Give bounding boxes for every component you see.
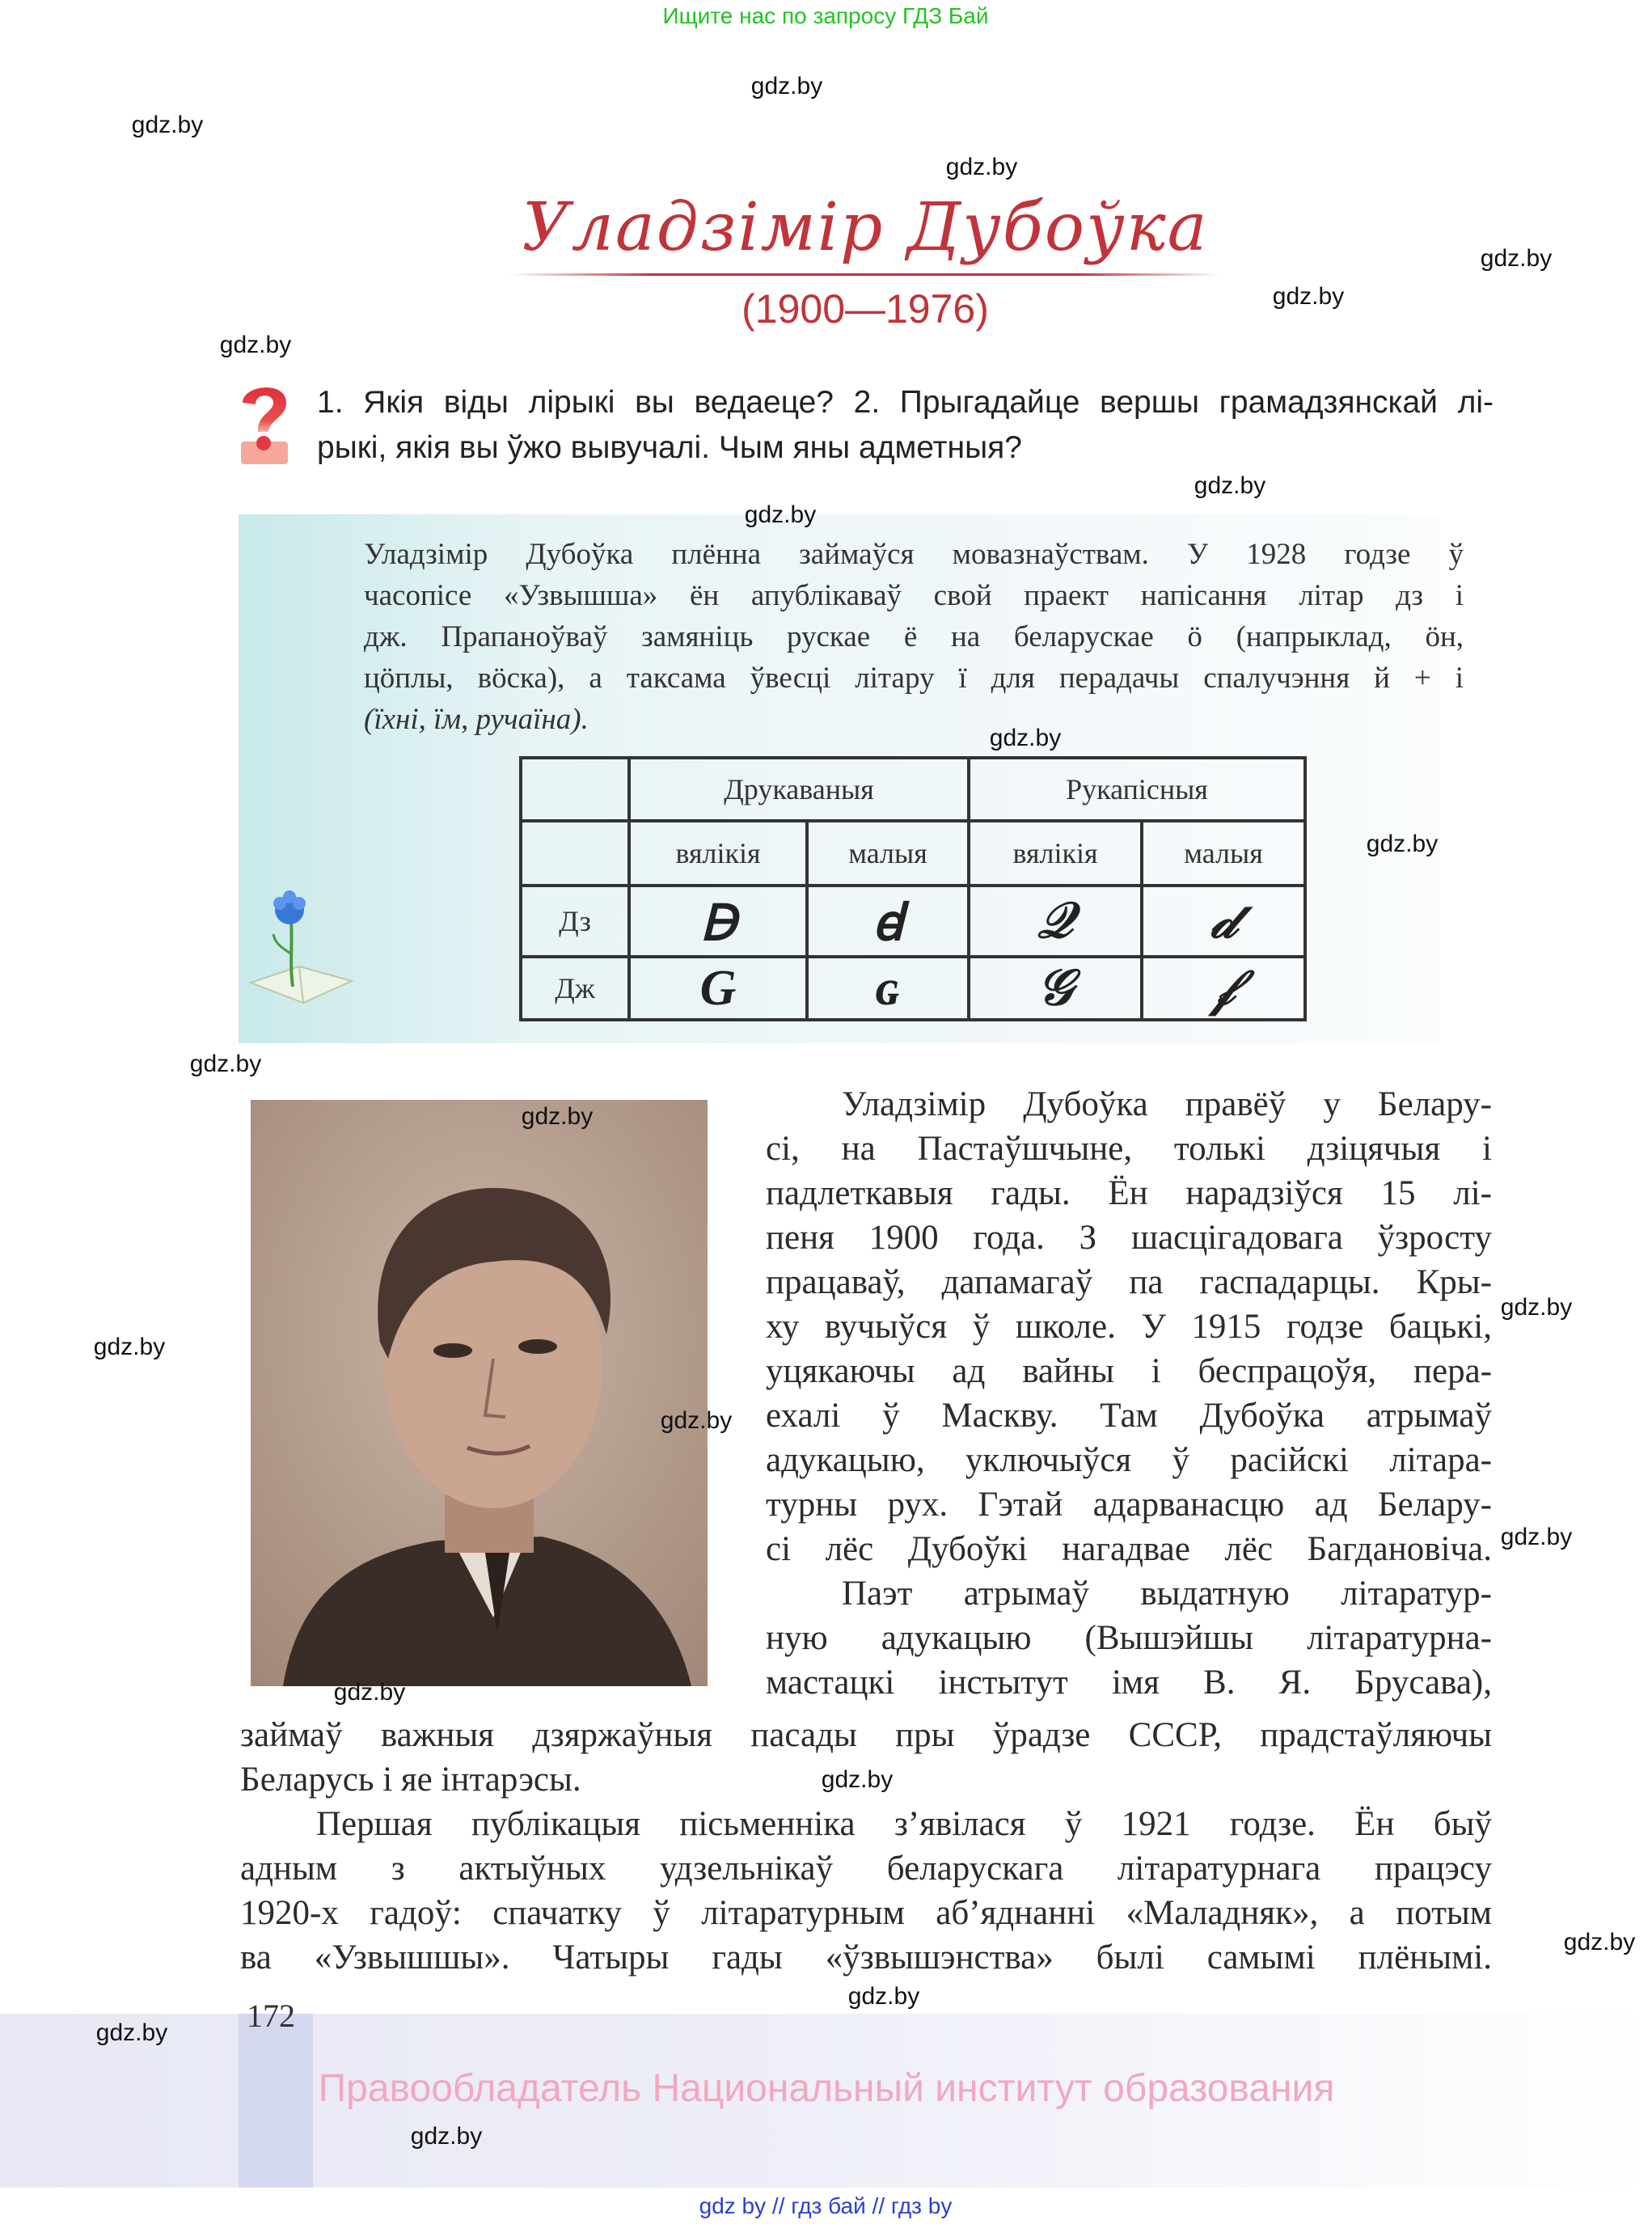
text-line: Беларусь і яе інтарэсы. bbox=[240, 1761, 581, 1799]
text-line: сі, на Пастаўшчыне, толькі дзіцячыя і bbox=[766, 1130, 1492, 1168]
glyph-cell: 𝒢 bbox=[969, 957, 1142, 1020]
life-dates: (1900—1976) bbox=[741, 286, 989, 332]
subheader: малыя bbox=[1142, 821, 1305, 886]
watermark: gdz.by bbox=[1480, 245, 1553, 272]
watermark: gdz.by bbox=[821, 1766, 894, 1793]
question-line: 1. Якія віды лірыкі вы ведаеце? 2. Прыгадайце вершы грамадзянскай лі- bbox=[317, 385, 1494, 420]
text-line: мастацкі інстытут імя В. Я. Брусава), bbox=[766, 1664, 1492, 1702]
watermark: gdz.by bbox=[750, 73, 823, 99]
text-line: турны рух. Гэтай адарванасцю ад Белару- bbox=[766, 1486, 1492, 1524]
watermark: gdz.by bbox=[989, 725, 1062, 751]
page-title: Уладзімір Дубоўка bbox=[522, 189, 1209, 266]
text-line: Уладзімір Дубоўка правёў у Белару- bbox=[842, 1085, 1492, 1123]
letters-table bbox=[519, 756, 1307, 1021]
copyright-notice: Правообладатель Национальный институт образования bbox=[318, 2067, 1335, 2110]
watermark: gdz.by bbox=[93, 1334, 166, 1360]
watermark: gdz.by bbox=[1500, 1294, 1573, 1321]
text-line: сі лёс Дубоўкі нагадвае лёс Багдановіча. bbox=[766, 1530, 1492, 1568]
info-line: цӧплы, вӧска), а таксама ўвесці літару ї для перадачы спалучэння й + і bbox=[364, 662, 1464, 695]
questions bbox=[317, 380, 1494, 471]
question-line: рыкі, якія вы ўжо вывучалі. Чым яны адметныя? bbox=[317, 430, 1022, 465]
glyph-cell: G bbox=[629, 957, 807, 1020]
glyph-cell: Ꟈ bbox=[629, 886, 807, 957]
watermark: gdz.by bbox=[1194, 472, 1266, 499]
header-printed: Друкаваныя bbox=[629, 758, 969, 821]
biography-full-width bbox=[240, 1713, 1492, 1980]
info-text bbox=[364, 534, 1464, 740]
watermark: gdz.by bbox=[945, 154, 1018, 180]
text-line: уцякаючы ад вайны і беспрацоўя, пера- bbox=[766, 1352, 1492, 1390]
watermark: gdz.by bbox=[333, 1679, 406, 1706]
page-number-tab bbox=[239, 2014, 313, 2188]
glyph-cell: 𝒹 bbox=[1142, 886, 1305, 957]
question-mark-icon bbox=[236, 378, 293, 466]
watermark: gdz.by bbox=[219, 332, 292, 358]
table-corner bbox=[521, 821, 629, 886]
subheader: малыя bbox=[807, 821, 969, 886]
watermark: gdz.by bbox=[1366, 831, 1439, 857]
subheader: вялікія bbox=[629, 821, 807, 886]
portrait-photo bbox=[251, 1100, 708, 1686]
info-line: дж. Прапаноўваў замяніць рускае ё на беларускае ӧ (напрыклад, ӧн, bbox=[364, 620, 1464, 653]
info-line: часопісе «Узвышша» ён апублікаваў свой праект напісання літар дз і bbox=[364, 579, 1464, 612]
row-label: Дз bbox=[521, 886, 629, 957]
subheader: вялікія bbox=[969, 821, 1142, 886]
watermark: gdz.by bbox=[660, 1407, 733, 1434]
watermark: gdz.by bbox=[1563, 1929, 1636, 1956]
header-handwritten: Рукапісныя bbox=[969, 758, 1305, 821]
glyph-cell: ɢ bbox=[807, 957, 969, 1020]
watermark: gdz.by bbox=[744, 501, 817, 528]
watermark: gdz.by bbox=[847, 1983, 920, 2010]
text-line: адукацыю, уключыўся ў расійскі літара- bbox=[766, 1441, 1492, 1479]
info-line: Уладзімір Дубоўка плённа займаўся мовазнаўствам. У 1928 годзе ў bbox=[364, 538, 1464, 571]
glyph-cell: 𝒻 bbox=[1142, 957, 1305, 1020]
info-line: (їхні, їм, ручаїна). bbox=[364, 703, 589, 736]
watermark: gdz.by bbox=[521, 1103, 594, 1130]
watermark: gdz.by bbox=[1500, 1524, 1573, 1550]
text-line: ва «Узвышшы». Чатыры гады «ўзвышэнства» былі самымі плёнымі. bbox=[240, 1939, 1492, 1977]
page-number: 172 bbox=[247, 1998, 295, 2034]
watermark: gdz.by bbox=[189, 1051, 262, 1077]
watermark: gdz.by bbox=[95, 2019, 168, 2046]
text-line: працаваў, дапамагаў па гаспадарцы. Кры- bbox=[766, 1263, 1492, 1301]
glyph-cell: 𝒬 bbox=[969, 886, 1142, 957]
text-line: 1920-х гадоў: спачатку ў літаратурным аб’яднанні «Маладняк», а потым bbox=[240, 1894, 1492, 1932]
biography-right-column bbox=[766, 1082, 1492, 1705]
title-underline bbox=[509, 273, 1221, 276]
text-line: падлеткавыя гады. Ён нарадзіўся 15 лі- bbox=[766, 1174, 1492, 1212]
bottom-links[interactable]: gdz by // гдз бай // гдз by bbox=[699, 2193, 953, 2218]
text-line: Паэт атрымаў выдатную літаратур- bbox=[842, 1575, 1492, 1613]
text-line: ху вучыўся ў школе. У 1915 годзе бацькі, bbox=[766, 1308, 1492, 1346]
watermark: gdz.by bbox=[410, 2123, 483, 2150]
text-line: пеня 1900 года. З шасцігадовага ўзросту bbox=[766, 1219, 1492, 1257]
glyph-cell: ꟈ bbox=[807, 886, 969, 957]
watermark: gdz.by bbox=[131, 112, 204, 138]
search-hint: Ищите нас по запросу ГДЗ Бай bbox=[662, 3, 989, 28]
text-line: займаў важныя дзяржаўныя пасады пры ўрадзе СССР, прадстаўляючы bbox=[240, 1716, 1492, 1754]
row-label: Дж bbox=[521, 957, 629, 1020]
text-line: адным з актыўных удзельнікаў беларускага літаратурнага працэсу bbox=[240, 1850, 1492, 1888]
table-corner bbox=[521, 758, 629, 821]
text-line: ехалі ў Маскву. Там Дубоўка атрымаў bbox=[766, 1397, 1492, 1435]
cornflower-book-icon bbox=[243, 886, 356, 1007]
watermark: gdz.by bbox=[1272, 283, 1345, 310]
text-line: ную адукацыю (Вышэйшы літаратурна- bbox=[766, 1619, 1492, 1657]
text-line: Першая публікацыя пісьменніка з’явілася ў 1921 годзе. Ён быў bbox=[316, 1805, 1492, 1843]
